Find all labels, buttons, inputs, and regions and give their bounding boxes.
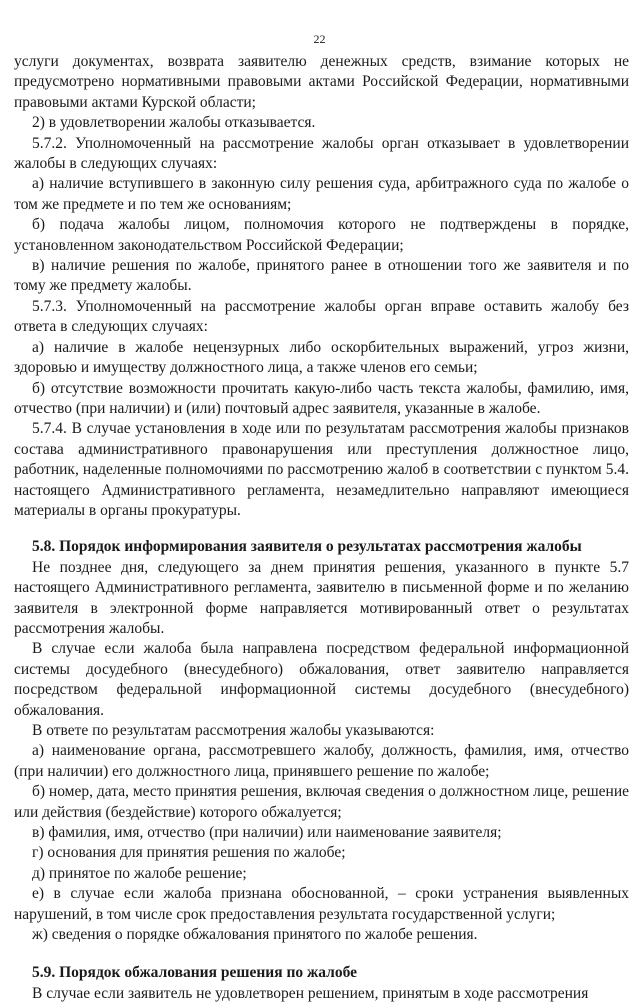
paragraph: а) наименование органа, рассмотревшего жалобу, должность, фамилия, имя, отчество (при наличии) его должностного лица, принявшего решение по жалобе; bbox=[14, 742, 629, 780]
page-number: 22 bbox=[313, 32, 326, 46]
paragraph: б) отсутствие возможности прочитать какую-либо часть текста жалобы, фамилию, имя, отчество (при наличии) и (или) почтовый адрес заявителя, указанные в жалобе. bbox=[14, 379, 629, 417]
section-heading-5-8: 5.8. Порядок информирования заявителя о результатах рассмотрения жалобы bbox=[32, 538, 582, 556]
paragraph: 5.7.3. Уполномоченный на рассмотрение жалобы орган вправе оставить жалобу без ответа в следующих случаях: bbox=[14, 297, 629, 336]
paragraph: б) подача жалобы лицом, полномочия которого не подтверждены в порядке, установленном законодательством Российской Федерации; bbox=[14, 216, 629, 254]
paragraph: В случае если жалоба была направлена посредством федеральной информационной системы досудебного (внесудебного) обжалования, ответ заявителю направляется посредством федеральной информационной системы досудебного (внесудебного) обжалования. bbox=[14, 640, 629, 719]
section-5-7-continuation bbox=[14, 52, 629, 521]
paragraph: 5.7.2. Уполномоченный на рассмотрение жалобы орган отказывает в удовлетворении жалобы в следующих случаях: bbox=[14, 134, 629, 173]
paragraph: а) наличие в жалобе нецензурных либо оскорбительных выражений, угроз жизни, здоровью и имуществу должностного лица, а также членов его семьи; bbox=[14, 338, 629, 377]
paragraph: услуги документах, возврата заявителю денежных средств, взимание которых не предусмотрено нормативными правовыми актами Российской Федерации, нормативными правовыми актами Курской области; bbox=[14, 53, 629, 111]
paragraph: 5.7.4. В случае установления в ходе или по результатам рассмотрения жалобы признаков состава административного правонарушения или преступления должностное лицо, работник, наделенные полномочиями по рассмотрению жалоб в соответствии с пунктом 5.4. настоящего Административного регламента, незамедлительно направляют имеющиеся материалы в органы прокуратуры. bbox=[14, 420, 629, 519]
section-5-9-body bbox=[14, 984, 629, 1004]
paragraph: д) принятое по жалобе решение; bbox=[32, 864, 247, 882]
paragraph: е) в случае если жалоба признана обоснованной, – сроки устранения выявленных нарушений, в том числе срок предоставления результата государственной услуги; bbox=[14, 885, 629, 923]
paragraph: в) фамилия, имя, отчество (при наличии) или наименование заявителя; bbox=[32, 824, 502, 842]
paragraph: в) наличие решения по жалобе, принятого ранее в отношении того же заявителя и по тому же предмету жалобы. bbox=[14, 257, 629, 295]
paragraph: б) номер, дата, место принятия решения, включая сведения о должностном лице, решение или действия (бездействие) которого обжалуется; bbox=[14, 783, 629, 821]
section-5-8-body bbox=[14, 558, 629, 946]
section-heading-5-9: 5.9. Порядок обжалования решения по жалобе bbox=[32, 964, 358, 982]
paragraph: 2) в удовлетворении жалобы отказывается. bbox=[32, 114, 316, 132]
paragraph: ж) сведения о порядке обжалования принятого по жалобе решения. bbox=[32, 926, 478, 944]
paragraph: г) основания для принятия решения по жалобе; bbox=[32, 844, 346, 862]
paragraph: В случае если заявитель не удовлетворен решением, принятым в ходе рассмотрения bbox=[32, 984, 589, 1002]
paragraph: В ответе по результатам рассмотрения жалобы указываются: bbox=[32, 722, 435, 739]
document-body bbox=[14, 52, 629, 1004]
paragraph: Не позднее дня, следующего за днем принятия решения, указанного в пункте 5.7 настоящего Административного регламента, заявителю в письменной форме и по желанию заявителя в электронной форме направляется мотивированный ответ о результатах рассмотрения жалобы. bbox=[14, 558, 629, 637]
paragraph: а) наличие вступившего в законную силу решения суда, арбитражного суда по жалобе о том же предмете и по тем же основаниям; bbox=[14, 175, 629, 213]
